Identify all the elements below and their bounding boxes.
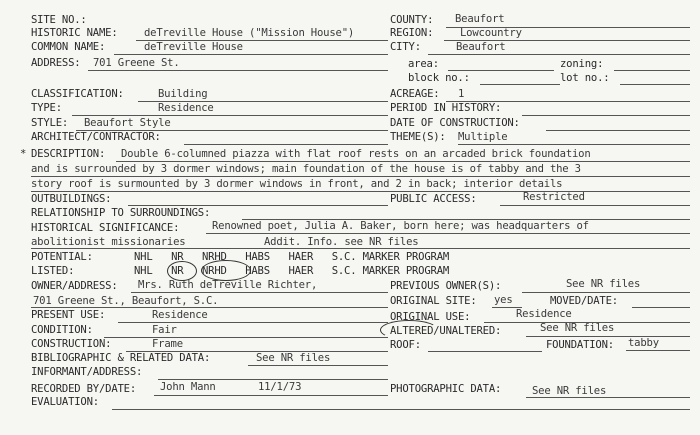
zoning-line: [614, 70, 690, 71]
addit-info-note: Addit. Info. see NR files: [264, 236, 419, 248]
roof-line: [428, 351, 542, 352]
description-rule-3: [31, 191, 690, 192]
public-access-line: [500, 205, 690, 206]
description-line-1: Double 6-columned piazza with flat roof rests on an arcaded brick foundation: [121, 148, 591, 160]
acreage-value: 1: [458, 88, 465, 100]
address-label: ADDRESS:: [31, 57, 81, 69]
previous-owners-value: See NR files: [566, 278, 641, 290]
listed-label: LISTED:: [31, 265, 75, 277]
date-construction-line: [546, 130, 690, 131]
address-line: [88, 70, 388, 71]
historical-significance-rule-1: [206, 233, 690, 234]
bibliographic-value: See NR files: [256, 352, 331, 364]
construction-value: Frame: [152, 338, 183, 350]
owner-line-1: Mrs. Ruth deTreville Richter,: [138, 279, 318, 291]
block-no-label: block no.:: [408, 72, 470, 84]
historical-significance-line-2: abolitionist missionaries: [31, 236, 186, 248]
foundation-line: [626, 350, 690, 351]
lot-no-label: lot no.:: [560, 72, 610, 84]
area-line: [448, 70, 554, 71]
architect-line: [184, 144, 388, 145]
description-line-3: story roof is surmounted by 3 dormer windows in front, and 2 in back; interior details: [31, 178, 563, 190]
description-label: DESCRIPTION:: [31, 148, 106, 160]
architect-label: ARCHITECT/CONTRACTOR:: [31, 131, 161, 143]
moved-date-line: [632, 307, 690, 308]
present-use-label: PRESENT USE:: [31, 309, 106, 321]
owner-line-2: 701 Greene St., Beaufort, S.C.: [33, 295, 219, 307]
foundation-value: tabby: [628, 337, 659, 349]
nr-circle-mark: [167, 261, 197, 281]
foundation-label: FOUNDATION:: [546, 339, 614, 351]
moved-date-label: MOVED/DATE:: [550, 295, 618, 307]
altered-value: See NR files: [540, 322, 615, 334]
historical-significance-rule-2: [31, 248, 690, 249]
bibliographic-label: BIBLIOGRAPHIC & RELATED DATA:: [31, 352, 211, 364]
altered-label: ALTERED/UNALTERED:: [390, 325, 502, 337]
type-line: [72, 115, 388, 116]
present-use-line: [118, 322, 388, 323]
condition-value: Fair: [152, 324, 177, 336]
evaluation-label: EVALUATION:: [31, 396, 99, 408]
theme-label: THEME(S):: [390, 131, 446, 143]
public-access-label: PUBLIC ACCESS:: [390, 193, 477, 205]
recorded-by-label: RECORDED BY/DATE:: [31, 383, 137, 395]
evaluation-line: [112, 409, 690, 410]
public-access-value: Restricted: [523, 191, 585, 203]
owner-address-label: OWNER/ADDRESS:: [31, 280, 118, 292]
present-use-value: Residence: [152, 309, 208, 321]
acreage-label: ACREAGE:: [390, 88, 440, 100]
original-site-value: yes: [494, 294, 513, 306]
description-rule-1: [116, 161, 690, 162]
owner-rule-1: [131, 292, 388, 293]
area-label: area:: [408, 58, 439, 70]
period-line: [522, 115, 690, 116]
photographic-value: See NR files: [532, 385, 607, 397]
informant-label: INFORMANT/ADDRESS:: [31, 366, 143, 378]
condition-line: [104, 337, 388, 338]
recorded-by-line: [154, 395, 388, 396]
description-asterisk: *: [20, 148, 27, 160]
historic-name-value: deTreville House ("Mission House"): [144, 27, 355, 39]
historical-significance-line-1: Renowned poet, Julia A. Baker, born here; was headquarters of: [212, 220, 589, 232]
block-no-line: [480, 84, 560, 85]
original-site-label: ORIGINAL SITE:: [390, 295, 477, 307]
nrhd-circle-mark: [201, 260, 251, 281]
informant-line: [158, 379, 388, 380]
photographic-line: [526, 397, 690, 398]
original-use-value: Residence: [516, 308, 572, 320]
county-label: COUNTY:: [390, 14, 434, 26]
style-value: Beaufort Style: [84, 117, 171, 129]
previous-owners-line: [522, 292, 690, 293]
city-line: [428, 54, 690, 55]
theme-value: Multiple: [458, 131, 508, 143]
outbuildings-label: OUTBUILDINGS:: [31, 193, 112, 205]
type-label: TYPE:: [31, 102, 62, 114]
classification-label: CLASSIFICATION:: [31, 88, 124, 100]
city-label: CITY:: [390, 41, 421, 53]
city-value: Beaufort: [456, 41, 506, 53]
historic-name-label: HISTORIC NAME:: [31, 27, 118, 39]
address-value: 701 Greene St.: [93, 57, 180, 69]
county-value: Beaufort: [455, 13, 505, 25]
historical-significance-label: HISTORICAL SIGNIFICANCE:: [31, 222, 180, 234]
potential-programs: NHL NR NRHD HABS HAER S.C. MARKER PROGRAM: [134, 251, 450, 263]
outbuildings-line: [128, 205, 388, 206]
relationship-label: RELATIONSHIP TO SURROUNDINGS:: [31, 207, 211, 219]
site-no-label: SITE NO.:: [31, 14, 87, 26]
type-value: Residence: [158, 102, 214, 114]
region-value: Lowcountry: [460, 27, 522, 39]
lot-no-line: [620, 84, 690, 85]
common-name-line: [114, 54, 388, 55]
listed-programs: NHL NR NRHD HABS HAER S.C. MARKER PROGRAM: [134, 265, 450, 277]
style-label: STYLE:: [31, 117, 69, 129]
owner-rule-2: [31, 307, 388, 308]
description-line-2: and is surrounded by 3 dormer windows; main foundation of the house is of tabby and the 3: [31, 163, 581, 175]
construction-label: CONSTRUCTION:: [31, 338, 112, 350]
photographic-label: PHOTOGRAPHIC DATA:: [390, 383, 502, 395]
date-construction-label: DATE OF CONSTRUCTION:: [390, 117, 520, 129]
recorded-by-value: John Mann: [160, 381, 216, 393]
recorded-date-value: 11/1/73: [258, 381, 302, 393]
altered-line: [526, 336, 690, 337]
previous-owners-label: PREVIOUS OWNER(S):: [390, 280, 502, 292]
description-rule-2: [31, 176, 690, 177]
classification-value: Building: [158, 88, 208, 100]
roof-label: ROOF:: [390, 339, 421, 351]
period-label: PERIOD IN HISTORY:: [390, 102, 502, 114]
region-label: REGION:: [390, 27, 434, 39]
bibliographic-line: [248, 365, 388, 366]
common-name-label: COMMON NAME:: [31, 41, 106, 53]
potential-label: POTENTIAL:: [31, 251, 93, 263]
zoning-label: zoning:: [560, 58, 604, 70]
common-name-value: deTreville House: [144, 41, 243, 53]
original-use-label: ORIGINAL USE:: [390, 311, 471, 323]
condition-label: CONDITION:: [31, 324, 93, 336]
theme-line: [458, 144, 690, 145]
